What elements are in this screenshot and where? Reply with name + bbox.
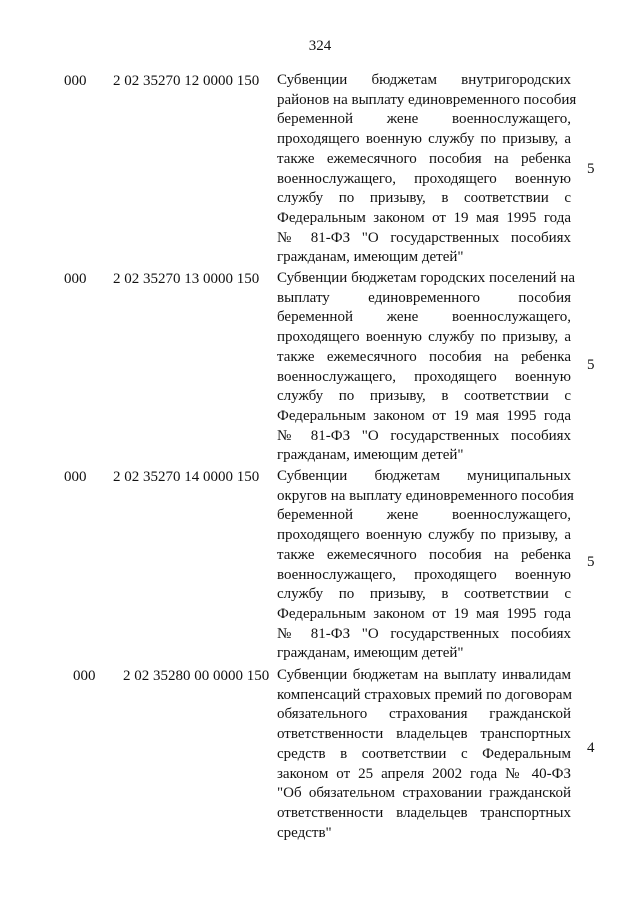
row-value: 4 — [587, 740, 595, 756]
description-line: средств в соответствии с Федеральным — [277, 745, 571, 762]
description-line: № 81-ФЗ "О государственных пособиях — [277, 229, 571, 246]
description-line: "Об обязательном страховании гражданской — [277, 785, 571, 802]
description-line: средств" — [277, 824, 332, 841]
budget-code: 2 02 35280 00 0000 150 — [123, 668, 270, 684]
description-line: Федеральным законом от 19 мая 1995 года — [277, 209, 571, 226]
description-line: также ежемесячного пособия на ребенка — [277, 150, 571, 167]
description-line: также ежемесячного пособия на ребенка — [277, 348, 571, 365]
description-line: военнослужащего, проходящего военную — [277, 170, 571, 187]
description-line: Субвенции бюджетам на выплату инвалидам — [277, 667, 571, 683]
row-value: 5 — [587, 554, 595, 570]
description-line: службу по призыву, в соответствии с — [277, 586, 571, 603]
description-line: проходящего военную службу по призыву, а — [277, 329, 571, 346]
admin-code: 000 — [64, 73, 87, 89]
description-line: гражданам, имеющим детей" — [277, 645, 464, 662]
row-description — [277, 269, 576, 466]
description-line: обязательного страхования гражданской — [277, 706, 571, 723]
description-line: Субвенции бюджетам внутригородских — [277, 72, 571, 88]
description-line: округов на выплату единовременного пособия — [277, 487, 574, 504]
description-line: выплату единовременного пособия — [277, 289, 571, 306]
row-description — [277, 467, 574, 664]
description-line: № 81-ФЗ "О государственных пособиях — [277, 625, 571, 642]
description-line: также ежемесячного пособия на ребенка — [277, 546, 571, 563]
description-line: службу по призыву, в соответствии с — [277, 190, 571, 207]
budget-code: 2 02 35270 13 0000 150 — [113, 271, 260, 287]
row-description — [277, 666, 571, 843]
description-line: проходящего военную службу по призыву, а — [277, 131, 571, 148]
description-line: законом от 25 апреля 2002 года № 40-ФЗ — [277, 765, 571, 782]
description-line: ответственности владельцев транспортных — [277, 726, 571, 743]
description-line: Федеральным законом от 19 мая 1995 года — [277, 605, 571, 622]
budget-code: 2 02 35270 12 0000 150 — [113, 73, 260, 89]
description-line: Субвенции бюджетам городских поселений на — [277, 270, 576, 286]
admin-code: 000 — [64, 469, 87, 485]
row-value: 5 — [587, 357, 595, 373]
description-line: Федеральным законом от 19 мая 1995 года — [277, 407, 571, 424]
description-line: беременной жене военнослужащего, — [277, 309, 571, 326]
description-line: № 81-ФЗ "О государственных пособиях — [277, 427, 571, 444]
page-number: 324 — [308, 38, 332, 54]
description-line: военнослужащего, проходящего военную — [277, 368, 571, 385]
description-line: Субвенции бюджетам муниципальных — [277, 468, 571, 484]
description-line: проходящего военную службу по призыву, а — [277, 527, 571, 544]
admin-code: 000 — [64, 271, 87, 287]
row-value: 5 — [587, 161, 595, 177]
description-line: районов на выплату единовременного пособия — [277, 91, 577, 108]
description-line: гражданам, имеющим детей" — [277, 447, 464, 464]
description-line: ответственности владельцев транспортных — [277, 804, 571, 821]
budget-code: 2 02 35270 14 0000 150 — [113, 469, 260, 485]
description-line: службу по призыву, в соответствии с — [277, 388, 571, 405]
description-line: гражданам, имеющим детей" — [277, 249, 464, 266]
row-description — [277, 71, 577, 268]
description-line: компенсаций страховых премий по договорам — [277, 686, 572, 703]
admin-code: 000 — [73, 668, 96, 684]
description-line: военнослужащего, проходящего военную — [277, 566, 571, 583]
description-line: беременной жене военнослужащего, — [277, 507, 571, 524]
description-line: беременной жене военнослужащего, — [277, 111, 571, 128]
